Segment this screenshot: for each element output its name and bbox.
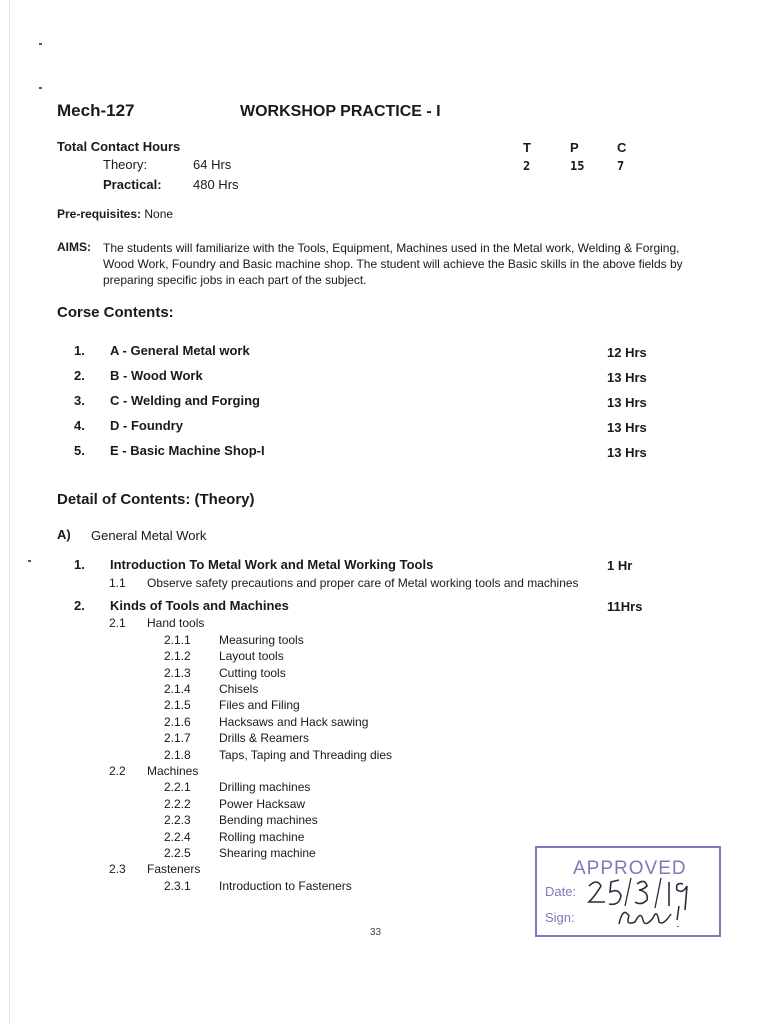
item-number: 2.2.5 bbox=[164, 846, 191, 860]
tpc-header-p: P bbox=[570, 140, 579, 155]
stamp-date-label: Date: bbox=[545, 884, 577, 899]
item-number: 2.1.6 bbox=[164, 715, 191, 729]
item-text: Measuring tools bbox=[219, 633, 304, 647]
item-number: 2.1.1 bbox=[164, 633, 191, 647]
tpc-value-t: 2 bbox=[523, 159, 531, 173]
handwritten-signature bbox=[613, 902, 693, 932]
page-number: 33 bbox=[370, 927, 382, 938]
prerequisites-value: None bbox=[144, 207, 174, 221]
approved-stamp bbox=[535, 846, 721, 937]
course-item-hours: 13 Hrs bbox=[607, 420, 647, 435]
course-item-number: 1. bbox=[74, 343, 85, 358]
course-item-number: 2. bbox=[74, 368, 85, 383]
aims-label: AIMS: bbox=[57, 240, 91, 254]
subtopic-text: Hand tools bbox=[147, 616, 205, 630]
item-number: 2.1.4 bbox=[164, 682, 191, 696]
item-number: 2.1.5 bbox=[164, 698, 191, 712]
course-item-name: D - Foundry bbox=[110, 418, 183, 433]
scan-speck bbox=[39, 43, 42, 45]
stamp-title: APPROVED bbox=[573, 858, 687, 879]
topic-hours: 11Hrs bbox=[607, 599, 643, 614]
theory-hours: 64 Hrs bbox=[193, 157, 232, 172]
course-item-name: C - Welding and Forging bbox=[110, 393, 260, 408]
subtopic-text: Fasteners bbox=[147, 862, 201, 876]
course-item-name: B - Wood Work bbox=[110, 368, 203, 383]
topic-hours: 1 Hr bbox=[607, 558, 633, 573]
scan-speck bbox=[39, 87, 42, 89]
course-item-name: A - General Metal work bbox=[110, 343, 250, 358]
course-item-hours: 13 Hrs bbox=[607, 445, 647, 460]
course-item-hours: 12 Hrs bbox=[607, 345, 647, 360]
item-number: 2.1.2 bbox=[164, 649, 191, 663]
item-text: Chisels bbox=[219, 682, 259, 696]
topic-title: Kinds of Tools and Machines bbox=[110, 598, 289, 613]
tpc-header-c: C bbox=[617, 140, 627, 155]
item-number: 2.1.3 bbox=[164, 666, 191, 680]
subtopic-number: 2.1 bbox=[109, 616, 126, 630]
prerequisites-label: Pre-requisites: bbox=[57, 207, 142, 221]
course-item-name: E - Basic Machine Shop-I bbox=[110, 443, 265, 458]
tpc-value-p: 15 bbox=[570, 159, 585, 173]
item-number: 2.1.7 bbox=[164, 731, 191, 745]
item-text: Layout tools bbox=[219, 649, 284, 663]
course-title: WORKSHOP PRACTICE - I bbox=[240, 103, 441, 120]
subtopic-number: 1.1 bbox=[109, 576, 126, 590]
contact-hours-heading: Total Contact Hours bbox=[57, 139, 181, 154]
course-item-hours: 13 Hrs bbox=[607, 395, 647, 410]
item-text: Files and Filing bbox=[219, 698, 300, 712]
item-number: 2.3.1 bbox=[164, 879, 191, 893]
section-letter: A) bbox=[57, 527, 71, 542]
course-item-number: 3. bbox=[74, 393, 85, 408]
item-number: 2.2.4 bbox=[164, 830, 191, 844]
scan-speck bbox=[28, 560, 31, 562]
practical-hours: 480 Hrs bbox=[193, 177, 239, 192]
subtopic-number: 2.3 bbox=[109, 862, 126, 876]
course-item-number: 4. bbox=[74, 418, 85, 433]
topic-title: Introduction To Metal Work and Metal Working Tools bbox=[110, 557, 434, 572]
item-text: Hacksaws and Hack sawing bbox=[219, 715, 369, 729]
course-code: Mech-127 bbox=[57, 101, 135, 120]
tpc-header-t: T bbox=[523, 140, 531, 155]
item-text: Cutting tools bbox=[219, 666, 286, 680]
course-item-hours: 13 Hrs bbox=[607, 370, 647, 385]
item-text: Taps, Taping and Threading dies bbox=[219, 748, 393, 762]
prerequisites bbox=[57, 207, 173, 221]
item-text: Drilling machines bbox=[219, 780, 311, 794]
subtopic-number: 2.2 bbox=[109, 764, 126, 778]
topic-number: 2. bbox=[74, 598, 85, 613]
section-title: General Metal Work bbox=[91, 528, 207, 543]
item-number: 2.2.3 bbox=[164, 813, 191, 827]
detail-heading: Detail of Contents: (Theory) bbox=[57, 491, 255, 508]
course-item-number: 5. bbox=[74, 443, 85, 458]
theory-label: Theory: bbox=[103, 157, 148, 172]
item-text: Rolling machine bbox=[219, 830, 305, 844]
course-contents-heading: Corse Contents: bbox=[57, 304, 174, 321]
item-text: Introduction to Fasteners bbox=[219, 879, 352, 893]
topic-number: 1. bbox=[74, 557, 85, 572]
scan-edge-line bbox=[9, 0, 10, 1024]
stamp-sign-label: Sign: bbox=[545, 910, 575, 925]
subtopic-text: Observe safety precautions and proper care of Metal working tools and machines bbox=[147, 576, 579, 590]
item-text: Power Hacksaw bbox=[219, 797, 306, 811]
item-text: Shearing machine bbox=[219, 846, 316, 860]
item-number: 2.2.1 bbox=[164, 780, 191, 794]
item-number: 2.1.8 bbox=[164, 748, 191, 762]
subtopic-text: Machines bbox=[147, 764, 199, 778]
practical-label: Practical: bbox=[103, 177, 162, 192]
item-text: Bending machines bbox=[219, 813, 318, 827]
tpc-value-c: 7 bbox=[617, 159, 625, 173]
aims-text: The students will familiarize with the Tools, Equipment, Machines used in the Metal work, Welding & Forging, Wood Work, Foundry and Basic machine shop. The student will achieve the Basic skills in the above fields by preparing specific jobs in each part of the subject. bbox=[103, 241, 683, 287]
item-number: 2.2.2 bbox=[164, 797, 191, 811]
item-text: Drills & Reamers bbox=[219, 731, 310, 745]
